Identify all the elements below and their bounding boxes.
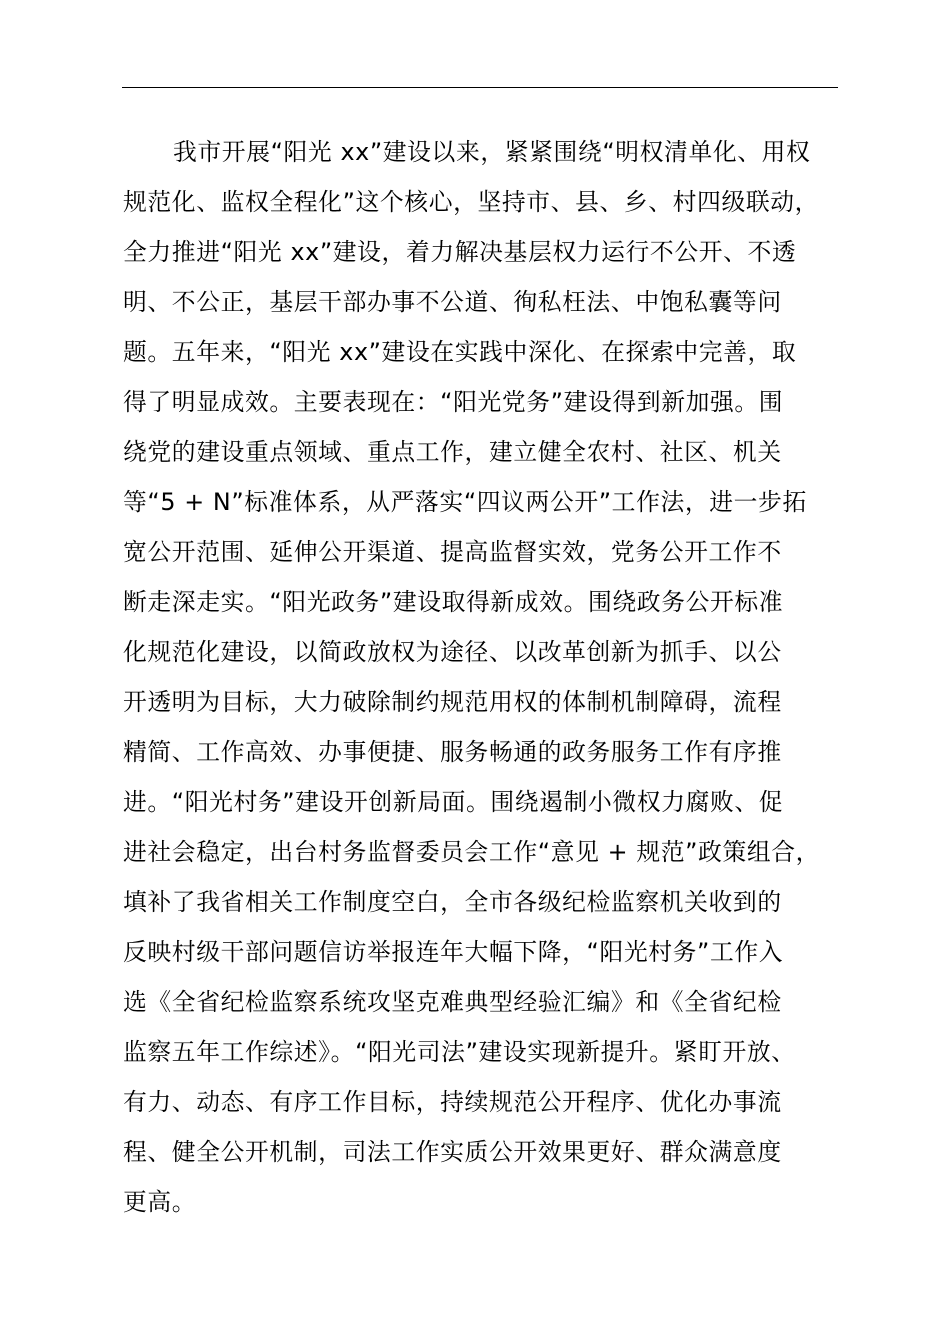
text-line: 反映村级干部问题信访举报连年大幅下降，“阳光村务”工作入 [123,938,784,966]
text-line: 等“5 + N”标准体系，从严落实“四议两公开”工作法，进一步拓 [123,488,807,516]
text-line: 程、健全公开机制，司法工作实质公开效果更好、群众满意度 [123,1138,782,1166]
text-line: 题。五年来，“阳光 xx”建设在实践中深化、在探索中完善，取 [123,338,797,366]
text-line: 开透明为目标，大力破除制约规范用权的体制机制障碍，流程 [123,688,782,716]
text-line: 全力推进“阳光 xx”建设，着力解决基层权力运行不公开、不透 [123,238,797,266]
text-line: 断走深走实。“阳光政务”建设取得新成效。围绕政务公开标准 [123,588,784,616]
text-line: 绕党的建设重点领域、重点工作，建立健全农村、社区、机关 [123,438,782,466]
text-line: 有力、动态、有序工作目标，持续规范公开程序、优化办事流 [123,1088,782,1116]
text-line: 选《全省纪检监察系统攻坚克难典型经验汇编》和《全省纪检 [123,988,782,1016]
text-line: 进。“阳光村务”建设开创新局面。围绕遏制小微权力腐败、促 [123,788,784,816]
header-rule [122,87,838,88]
body-paragraph [123,127,839,1227]
text-line: 我市开展“阳光 xx”建设以来，紧紧围绕“明权清单化、用权 [173,138,811,166]
text-line: 精简、工作高效、办事便捷、服务畅通的政务服务工作有序推 [123,738,782,766]
text-line: 宽公开范围、延伸公开渠道、提高监督实效，党务公开工作不 [123,538,782,566]
text-line: 得了明显成效。主要表现在：“阳光党务”建设得到新加强。围 [123,388,784,416]
text-line: 监察五年工作综述》。“阳光司法”建设实现新提升。紧盯开放、 [123,1038,796,1066]
text-line: 规范化、监权全程化”这个核心，坚持市、县、乡、村四级联动， [123,188,820,216]
text-line: 填补了我省相关工作制度空白，全市各级纪检监察机关收到的 [123,888,782,916]
text-line: 化规范化建设，以简政放权为途径、以改革创新为抓手、以公 [123,638,782,666]
text-line: 更高。 [123,1188,197,1216]
text-line: 明、不公正，基层干部办事不公道、徇私枉法、中饱私囊等问 [123,288,782,316]
text-line: 进社会稳定，出台村务监督委员会工作“意见 + 规范”政策组合， [123,838,821,866]
